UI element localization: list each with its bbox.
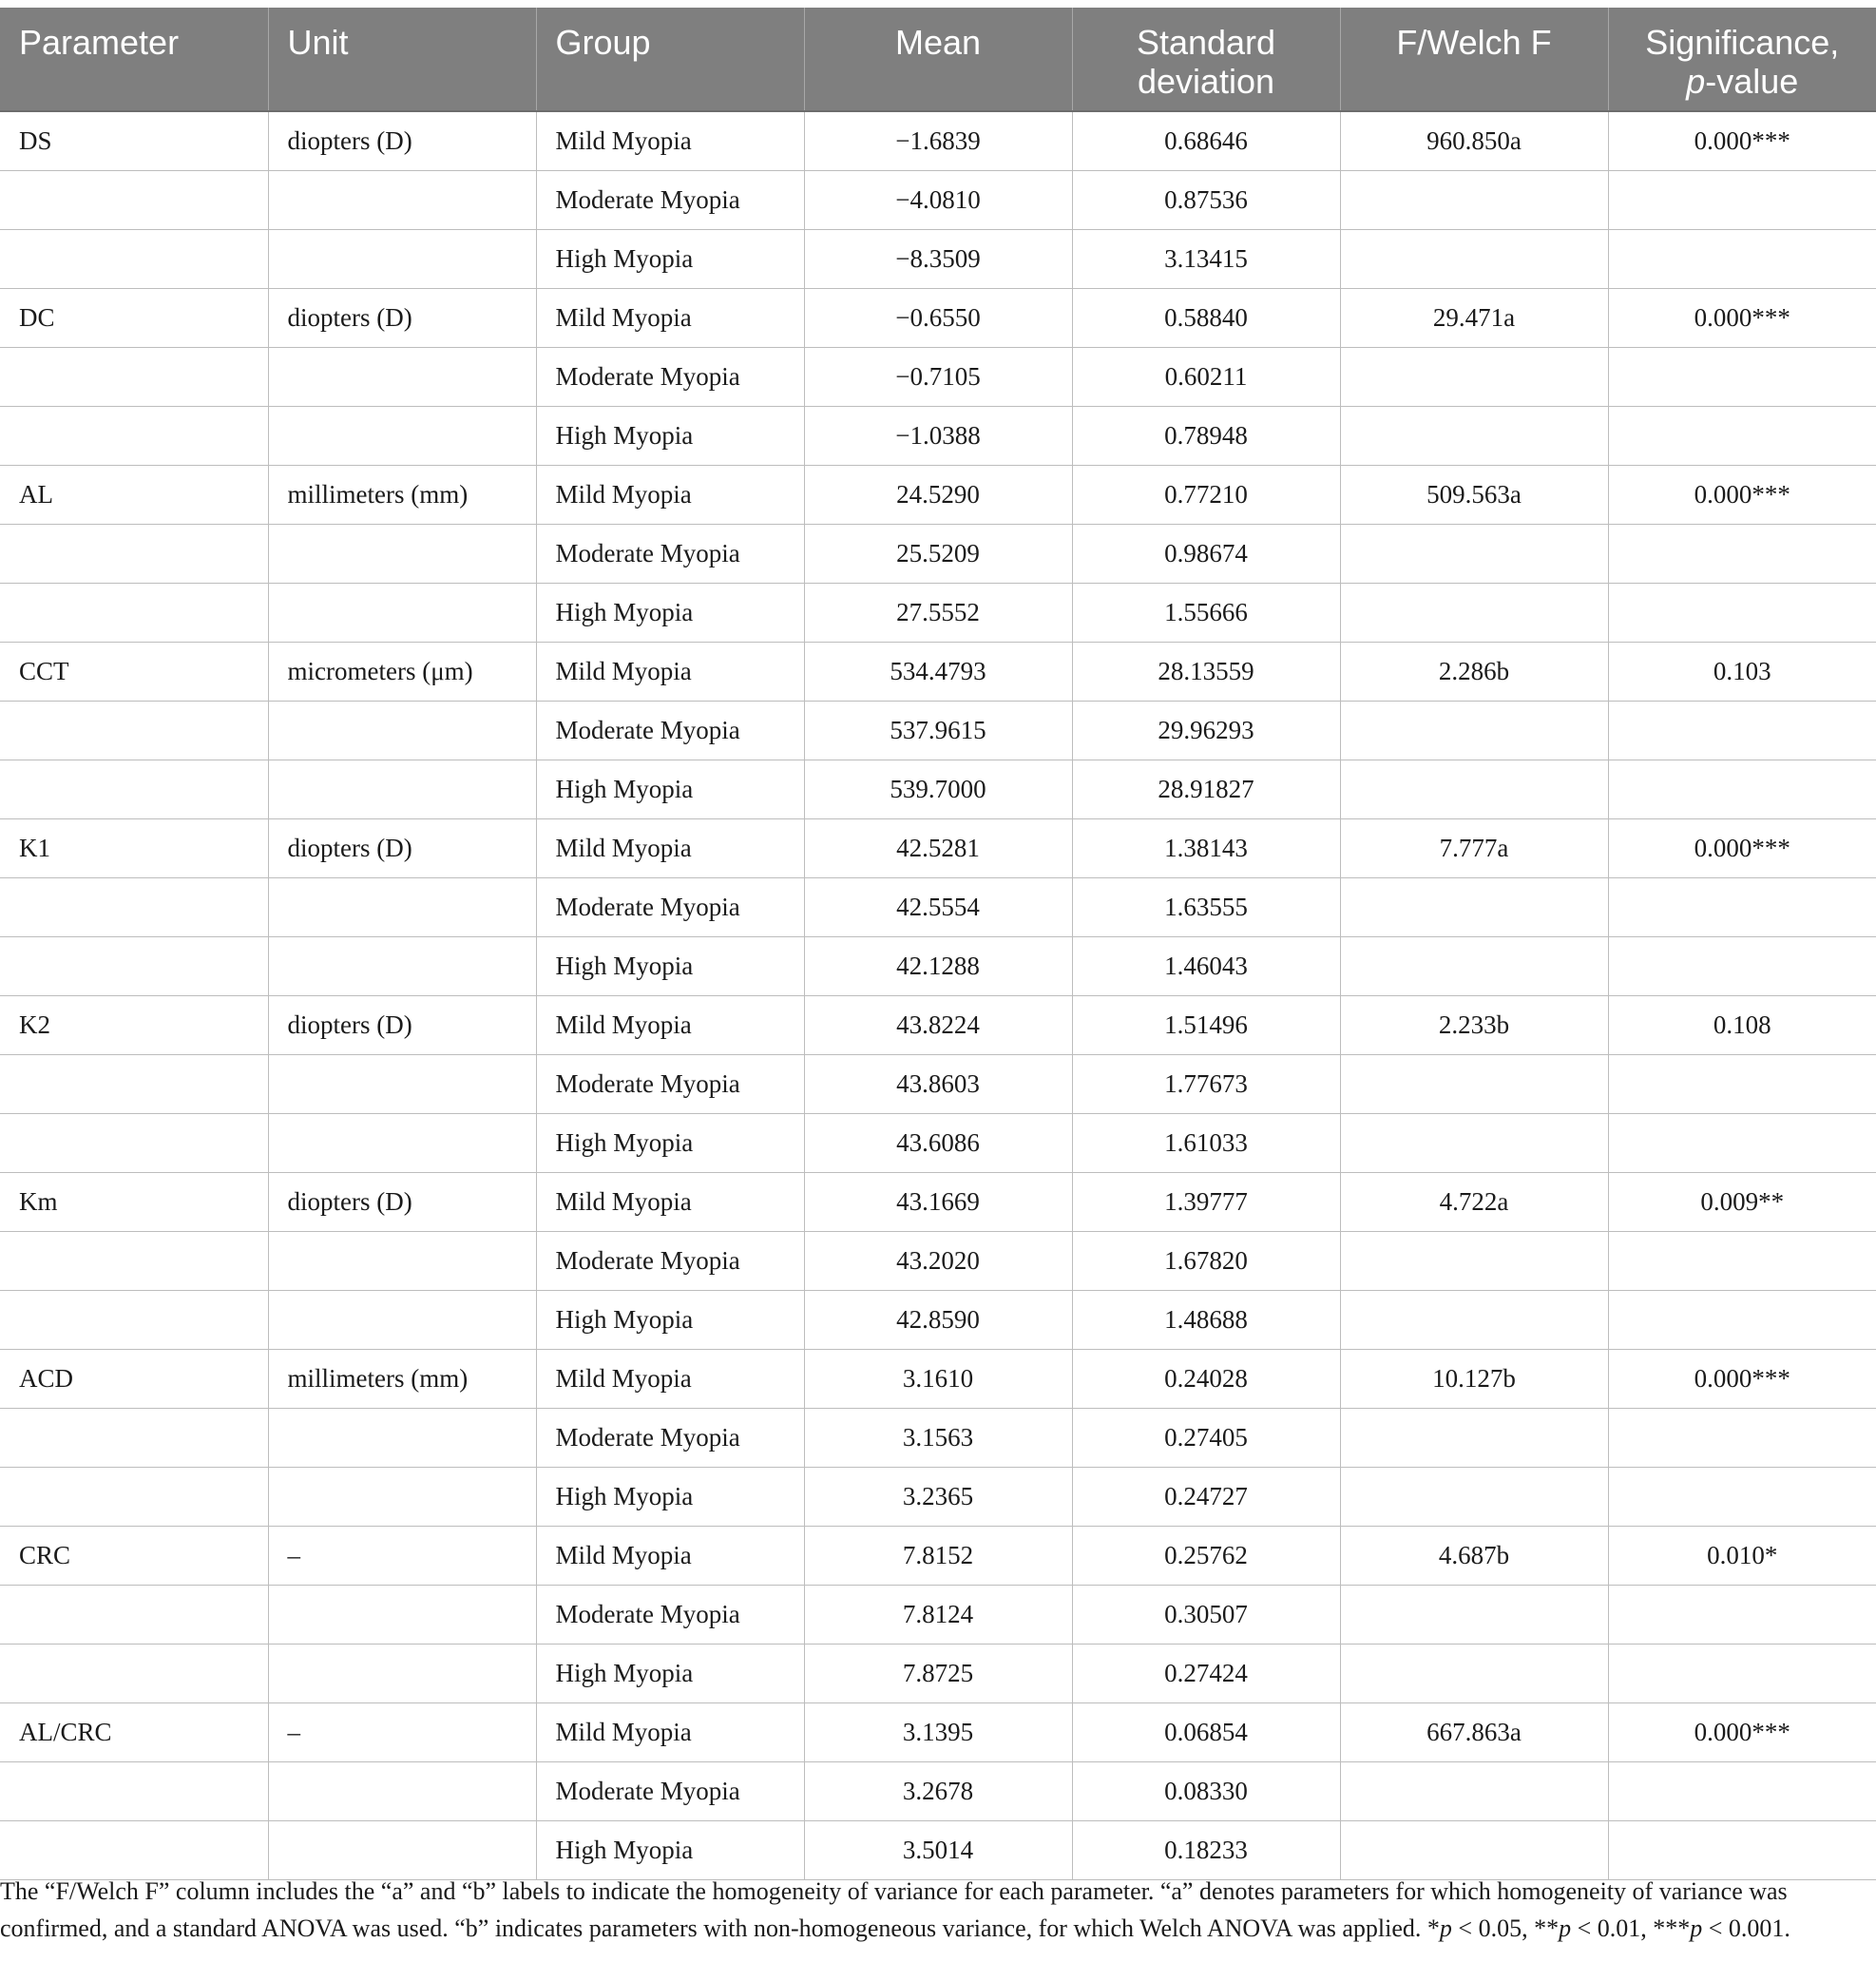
cell-parameter: CCT (0, 642, 268, 701)
cell-mean: 537.9615 (804, 701, 1072, 760)
cell-p-value (1608, 1644, 1876, 1702)
cell-p-value (1608, 1231, 1876, 1290)
cell-parameter (0, 583, 268, 642)
header-unit: Unit (268, 8, 536, 111)
cell-mean: 24.5290 (804, 465, 1072, 524)
results-table (0, 8, 1876, 1880)
cell-mean: −1.6839 (804, 111, 1072, 170)
cell-parameter (0, 170, 268, 229)
cell-unit (268, 1113, 536, 1172)
cell-standard-deviation: 1.51496 (1072, 995, 1340, 1054)
cell-unit: – (268, 1526, 536, 1585)
cell-standard-deviation: 0.87536 (1072, 170, 1340, 229)
cell-mean: 3.1563 (804, 1408, 1072, 1467)
cell-f-value (1340, 936, 1608, 995)
table-row (0, 1172, 1876, 1231)
header-mean: Mean (804, 8, 1072, 111)
cell-parameter (0, 1054, 268, 1113)
cell-standard-deviation: 1.39777 (1072, 1172, 1340, 1231)
cell-p-value (1608, 1113, 1876, 1172)
table-row (0, 642, 1876, 701)
table-row (0, 877, 1876, 936)
cell-p-value: 0.000*** (1608, 1702, 1876, 1761)
header-significance-prefix: Significance, (1645, 23, 1840, 62)
cell-p-value: 0.000*** (1608, 818, 1876, 877)
cell-mean: 3.1610 (804, 1349, 1072, 1408)
cell-p-value (1608, 701, 1876, 760)
cell-group: Mild Myopia (536, 995, 804, 1054)
cell-mean: −8.3509 (804, 229, 1072, 288)
cell-mean: 25.5209 (804, 524, 1072, 583)
cell-standard-deviation: 1.63555 (1072, 877, 1340, 936)
cell-parameter (0, 1585, 268, 1644)
footnote-sig-marker: * (1421, 1914, 1440, 1942)
table-row (0, 111, 1876, 170)
cell-parameter: AL (0, 465, 268, 524)
cell-unit (268, 1408, 536, 1467)
cell-group: High Myopia (536, 1467, 804, 1526)
header-significance (1608, 8, 1876, 111)
cell-f-value (1340, 1113, 1608, 1172)
cell-standard-deviation: 0.18233 (1072, 1820, 1340, 1879)
cell-parameter (0, 524, 268, 583)
cell-group: Moderate Myopia (536, 701, 804, 760)
footnote-p-3: p (1690, 1914, 1703, 1942)
cell-parameter (0, 1761, 268, 1820)
cell-parameter (0, 1467, 268, 1526)
cell-unit (268, 1054, 536, 1113)
cell-unit (268, 1231, 536, 1290)
cell-group: Mild Myopia (536, 1172, 804, 1231)
cell-mean: 43.6086 (804, 1113, 1072, 1172)
table-row (0, 1526, 1876, 1585)
cell-unit: diopters (D) (268, 1172, 536, 1231)
cell-f-value: 2.233b (1340, 995, 1608, 1054)
cell-unit (268, 760, 536, 818)
cell-parameter: DS (0, 111, 268, 170)
cell-group: Moderate Myopia (536, 1761, 804, 1820)
cell-group: Mild Myopia (536, 111, 804, 170)
table-container (0, 8, 1876, 1880)
table-row (0, 760, 1876, 818)
cell-f-value: 667.863a (1340, 1702, 1608, 1761)
cell-parameter: CRC (0, 1526, 268, 1585)
cell-f-value (1340, 1231, 1608, 1290)
cell-standard-deviation: 0.27424 (1072, 1644, 1340, 1702)
cell-p-value (1608, 877, 1876, 936)
cell-f-value (1340, 1761, 1608, 1820)
cell-parameter (0, 1644, 268, 1702)
table-row (0, 818, 1876, 877)
cell-standard-deviation: 0.98674 (1072, 524, 1340, 583)
header-group: Group (536, 8, 804, 111)
table-footnote (0, 1873, 1876, 1947)
cell-f-value (1340, 1820, 1608, 1879)
cell-standard-deviation: 1.38143 (1072, 818, 1340, 877)
cell-group: Moderate Myopia (536, 1054, 804, 1113)
cell-f-value: 960.850a (1340, 111, 1608, 170)
cell-standard-deviation: 0.25762 (1072, 1526, 1340, 1585)
table-row (0, 1467, 1876, 1526)
cell-mean: 539.7000 (804, 760, 1072, 818)
table-row (0, 524, 1876, 583)
cell-unit: millimeters (mm) (268, 1349, 536, 1408)
cell-unit (268, 1290, 536, 1349)
cell-f-value (1340, 524, 1608, 583)
cell-standard-deviation: 0.08330 (1072, 1761, 1340, 1820)
table-row (0, 1585, 1876, 1644)
cell-unit (268, 1585, 536, 1644)
table-row (0, 1231, 1876, 1290)
cell-unit (268, 347, 536, 406)
cell-parameter (0, 877, 268, 936)
cell-f-value: 7.777a (1340, 818, 1608, 877)
cell-unit (268, 583, 536, 642)
cell-p-value: 0.000*** (1608, 111, 1876, 170)
cell-group: Moderate Myopia (536, 170, 804, 229)
cell-mean: 534.4793 (804, 642, 1072, 701)
cell-standard-deviation: 1.61033 (1072, 1113, 1340, 1172)
cell-mean: 7.8124 (804, 1585, 1072, 1644)
cell-mean: 43.8224 (804, 995, 1072, 1054)
cell-group: High Myopia (536, 1644, 804, 1702)
cell-parameter (0, 1820, 268, 1879)
footnote-p-2: p (1559, 1914, 1572, 1942)
cell-group: Moderate Myopia (536, 1231, 804, 1290)
table-row (0, 1702, 1876, 1761)
footnote-threshold-2: < 0.01, *** (1571, 1914, 1691, 1942)
cell-group: Mild Myopia (536, 1702, 804, 1761)
cell-parameter: DC (0, 288, 268, 347)
cell-parameter (0, 760, 268, 818)
cell-mean: 43.1669 (804, 1172, 1072, 1231)
cell-group: High Myopia (536, 760, 804, 818)
cell-parameter (0, 936, 268, 995)
cell-parameter (0, 406, 268, 465)
cell-p-value: 0.000*** (1608, 465, 1876, 524)
cell-group: High Myopia (536, 583, 804, 642)
table-row (0, 995, 1876, 1054)
cell-mean: 43.8603 (804, 1054, 1072, 1113)
table-row (0, 1644, 1876, 1702)
cell-f-value (1340, 406, 1608, 465)
cell-standard-deviation: 1.46043 (1072, 936, 1340, 995)
cell-f-value (1340, 1290, 1608, 1349)
cell-f-value: 509.563a (1340, 465, 1608, 524)
cell-mean: 27.5552 (804, 583, 1072, 642)
header-significance-suffix: -value (1705, 62, 1799, 101)
cell-p-value: 0.010* (1608, 1526, 1876, 1585)
cell-standard-deviation: 0.77210 (1072, 465, 1340, 524)
cell-f-value (1340, 877, 1608, 936)
cell-f-value (1340, 1585, 1608, 1644)
cell-p-value (1608, 406, 1876, 465)
cell-parameter (0, 1113, 268, 1172)
cell-p-value: 0.103 (1608, 642, 1876, 701)
cell-f-value (1340, 229, 1608, 288)
cell-unit (268, 1644, 536, 1702)
cell-mean: −0.7105 (804, 347, 1072, 406)
cell-standard-deviation: 28.91827 (1072, 760, 1340, 818)
cell-standard-deviation: 0.58840 (1072, 288, 1340, 347)
cell-parameter: K1 (0, 818, 268, 877)
cell-f-value: 29.471a (1340, 288, 1608, 347)
cell-p-value (1608, 1820, 1876, 1879)
cell-unit (268, 1820, 536, 1879)
cell-parameter: ACD (0, 1349, 268, 1408)
cell-unit: millimeters (mm) (268, 465, 536, 524)
cell-mean: 7.8152 (804, 1526, 1072, 1585)
cell-group: Moderate Myopia (536, 347, 804, 406)
cell-group: High Myopia (536, 936, 804, 995)
cell-unit: diopters (D) (268, 818, 536, 877)
cell-p-value (1608, 229, 1876, 288)
cell-mean: 7.8725 (804, 1644, 1072, 1702)
table-row (0, 1113, 1876, 1172)
cell-group: Moderate Myopia (536, 877, 804, 936)
cell-mean: −4.0810 (804, 170, 1072, 229)
cell-standard-deviation: 0.68646 (1072, 111, 1340, 170)
cell-group: Mild Myopia (536, 642, 804, 701)
cell-f-value (1340, 1467, 1608, 1526)
table-row (0, 1290, 1876, 1349)
cell-p-value: 0.009** (1608, 1172, 1876, 1231)
cell-group: Mild Myopia (536, 1526, 804, 1585)
cell-p-value (1608, 1054, 1876, 1113)
cell-parameter (0, 701, 268, 760)
cell-parameter (0, 1231, 268, 1290)
cell-mean: 42.5281 (804, 818, 1072, 877)
cell-p-value (1608, 1408, 1876, 1467)
cell-mean: −0.6550 (804, 288, 1072, 347)
cell-mean: 3.5014 (804, 1820, 1072, 1879)
cell-f-value: 4.687b (1340, 1526, 1608, 1585)
cell-p-value (1608, 936, 1876, 995)
cell-standard-deviation: 3.13415 (1072, 229, 1340, 288)
cell-standard-deviation: 1.48688 (1072, 1290, 1340, 1349)
table-row (0, 406, 1876, 465)
cell-group: High Myopia (536, 1113, 804, 1172)
cell-f-value: 4.722a (1340, 1172, 1608, 1231)
footnote-threshold-1: < 0.05, ** (1451, 1914, 1560, 1942)
table-row (0, 1820, 1876, 1879)
cell-mean: 42.1288 (804, 936, 1072, 995)
cell-standard-deviation: 0.60211 (1072, 347, 1340, 406)
cell-p-value: 0.000*** (1608, 1349, 1876, 1408)
cell-p-value (1608, 524, 1876, 583)
cell-unit: diopters (D) (268, 111, 536, 170)
cell-group: Moderate Myopia (536, 1408, 804, 1467)
cell-group: High Myopia (536, 229, 804, 288)
cell-unit (268, 406, 536, 465)
table-row (0, 170, 1876, 229)
cell-p-value (1608, 760, 1876, 818)
cell-p-value (1608, 1467, 1876, 1526)
cell-parameter (0, 1290, 268, 1349)
cell-unit: micrometers (μm) (268, 642, 536, 701)
cell-mean: 3.2678 (804, 1761, 1072, 1820)
cell-mean: 42.8590 (804, 1290, 1072, 1349)
cell-standard-deviation: 1.77673 (1072, 1054, 1340, 1113)
cell-f-value (1340, 1408, 1608, 1467)
cell-unit: – (268, 1702, 536, 1761)
cell-group: Mild Myopia (536, 1349, 804, 1408)
table-row (0, 1761, 1876, 1820)
cell-f-value (1340, 1644, 1608, 1702)
footnote-line-2: confirmed, and a standard ANOVA was used. “b” indicates parameters with non-homogeneous variance, for which Welch ANOVA was applied. (0, 1914, 1422, 1942)
cell-standard-deviation: 0.24028 (1072, 1349, 1340, 1408)
table-row (0, 465, 1876, 524)
table-header-row (0, 8, 1876, 111)
cell-f-value (1340, 760, 1608, 818)
cell-standard-deviation: 0.24727 (1072, 1467, 1340, 1526)
cell-unit (268, 701, 536, 760)
table-row (0, 701, 1876, 760)
cell-unit: diopters (D) (268, 995, 536, 1054)
table-row (0, 288, 1876, 347)
cell-p-value (1608, 1761, 1876, 1820)
cell-p-value (1608, 170, 1876, 229)
cell-mean: 3.2365 (804, 1467, 1072, 1526)
cell-f-value: 10.127b (1340, 1349, 1608, 1408)
cell-standard-deviation: 0.30507 (1072, 1585, 1340, 1644)
table-row (0, 229, 1876, 288)
cell-group: High Myopia (536, 1290, 804, 1349)
cell-standard-deviation: 1.67820 (1072, 1231, 1340, 1290)
cell-parameter (0, 347, 268, 406)
cell-group: Moderate Myopia (536, 1585, 804, 1644)
cell-group: Mild Myopia (536, 818, 804, 877)
cell-standard-deviation: 0.78948 (1072, 406, 1340, 465)
cell-unit (268, 1467, 536, 1526)
cell-parameter: K2 (0, 995, 268, 1054)
cell-p-value (1608, 1585, 1876, 1644)
table-body (0, 111, 1876, 1879)
table-row (0, 1054, 1876, 1113)
cell-parameter: Km (0, 1172, 268, 1231)
table-row (0, 1408, 1876, 1467)
cell-mean: 42.5554 (804, 877, 1072, 936)
cell-unit (268, 936, 536, 995)
cell-group: Mild Myopia (536, 288, 804, 347)
cell-group: High Myopia (536, 406, 804, 465)
table-row (0, 347, 1876, 406)
cell-unit (268, 1761, 536, 1820)
cell-parameter: AL/CRC (0, 1702, 268, 1761)
cell-unit (268, 524, 536, 583)
cell-standard-deviation: 28.13559 (1072, 642, 1340, 701)
cell-p-value (1608, 1290, 1876, 1349)
header-f-welch-f: F/Welch F (1340, 8, 1608, 111)
cell-group: Moderate Myopia (536, 524, 804, 583)
cell-mean: −1.0388 (804, 406, 1072, 465)
cell-p-value (1608, 347, 1876, 406)
cell-standard-deviation: 29.96293 (1072, 701, 1340, 760)
cell-p-value: 0.108 (1608, 995, 1876, 1054)
cell-parameter (0, 1408, 268, 1467)
table-row (0, 583, 1876, 642)
cell-unit: diopters (D) (268, 288, 536, 347)
cell-parameter (0, 229, 268, 288)
header-significance-p: p (1686, 62, 1706, 101)
header-standard-deviation: Standard deviation (1072, 8, 1340, 111)
cell-unit (268, 877, 536, 936)
table-row (0, 936, 1876, 995)
cell-f-value (1340, 1054, 1608, 1113)
footnote-line-1: The “F/Welch F” column includes the “a” and “b” labels to indicate the homogeneity of variance for each parameter. “a” denotes parameters for which homogeneity of variance was (0, 1877, 1788, 1905)
cell-unit (268, 170, 536, 229)
cell-p-value: 0.000*** (1608, 288, 1876, 347)
cell-unit (268, 229, 536, 288)
table-row (0, 1349, 1876, 1408)
cell-p-value (1608, 583, 1876, 642)
cell-standard-deviation: 0.06854 (1072, 1702, 1340, 1761)
cell-standard-deviation: 1.55666 (1072, 583, 1340, 642)
cell-f-value (1340, 170, 1608, 229)
cell-mean: 3.1395 (804, 1702, 1072, 1761)
cell-f-value (1340, 701, 1608, 760)
footnote-p-1: p (1439, 1914, 1452, 1942)
cell-mean: 43.2020 (804, 1231, 1072, 1290)
cell-standard-deviation: 0.27405 (1072, 1408, 1340, 1467)
cell-group: High Myopia (536, 1820, 804, 1879)
cell-f-value: 2.286b (1340, 642, 1608, 701)
footnote-threshold-3: < 0.001. (1702, 1914, 1790, 1942)
cell-f-value (1340, 347, 1608, 406)
header-parameter: Parameter (0, 8, 268, 111)
cell-group: Mild Myopia (536, 465, 804, 524)
cell-f-value (1340, 583, 1608, 642)
